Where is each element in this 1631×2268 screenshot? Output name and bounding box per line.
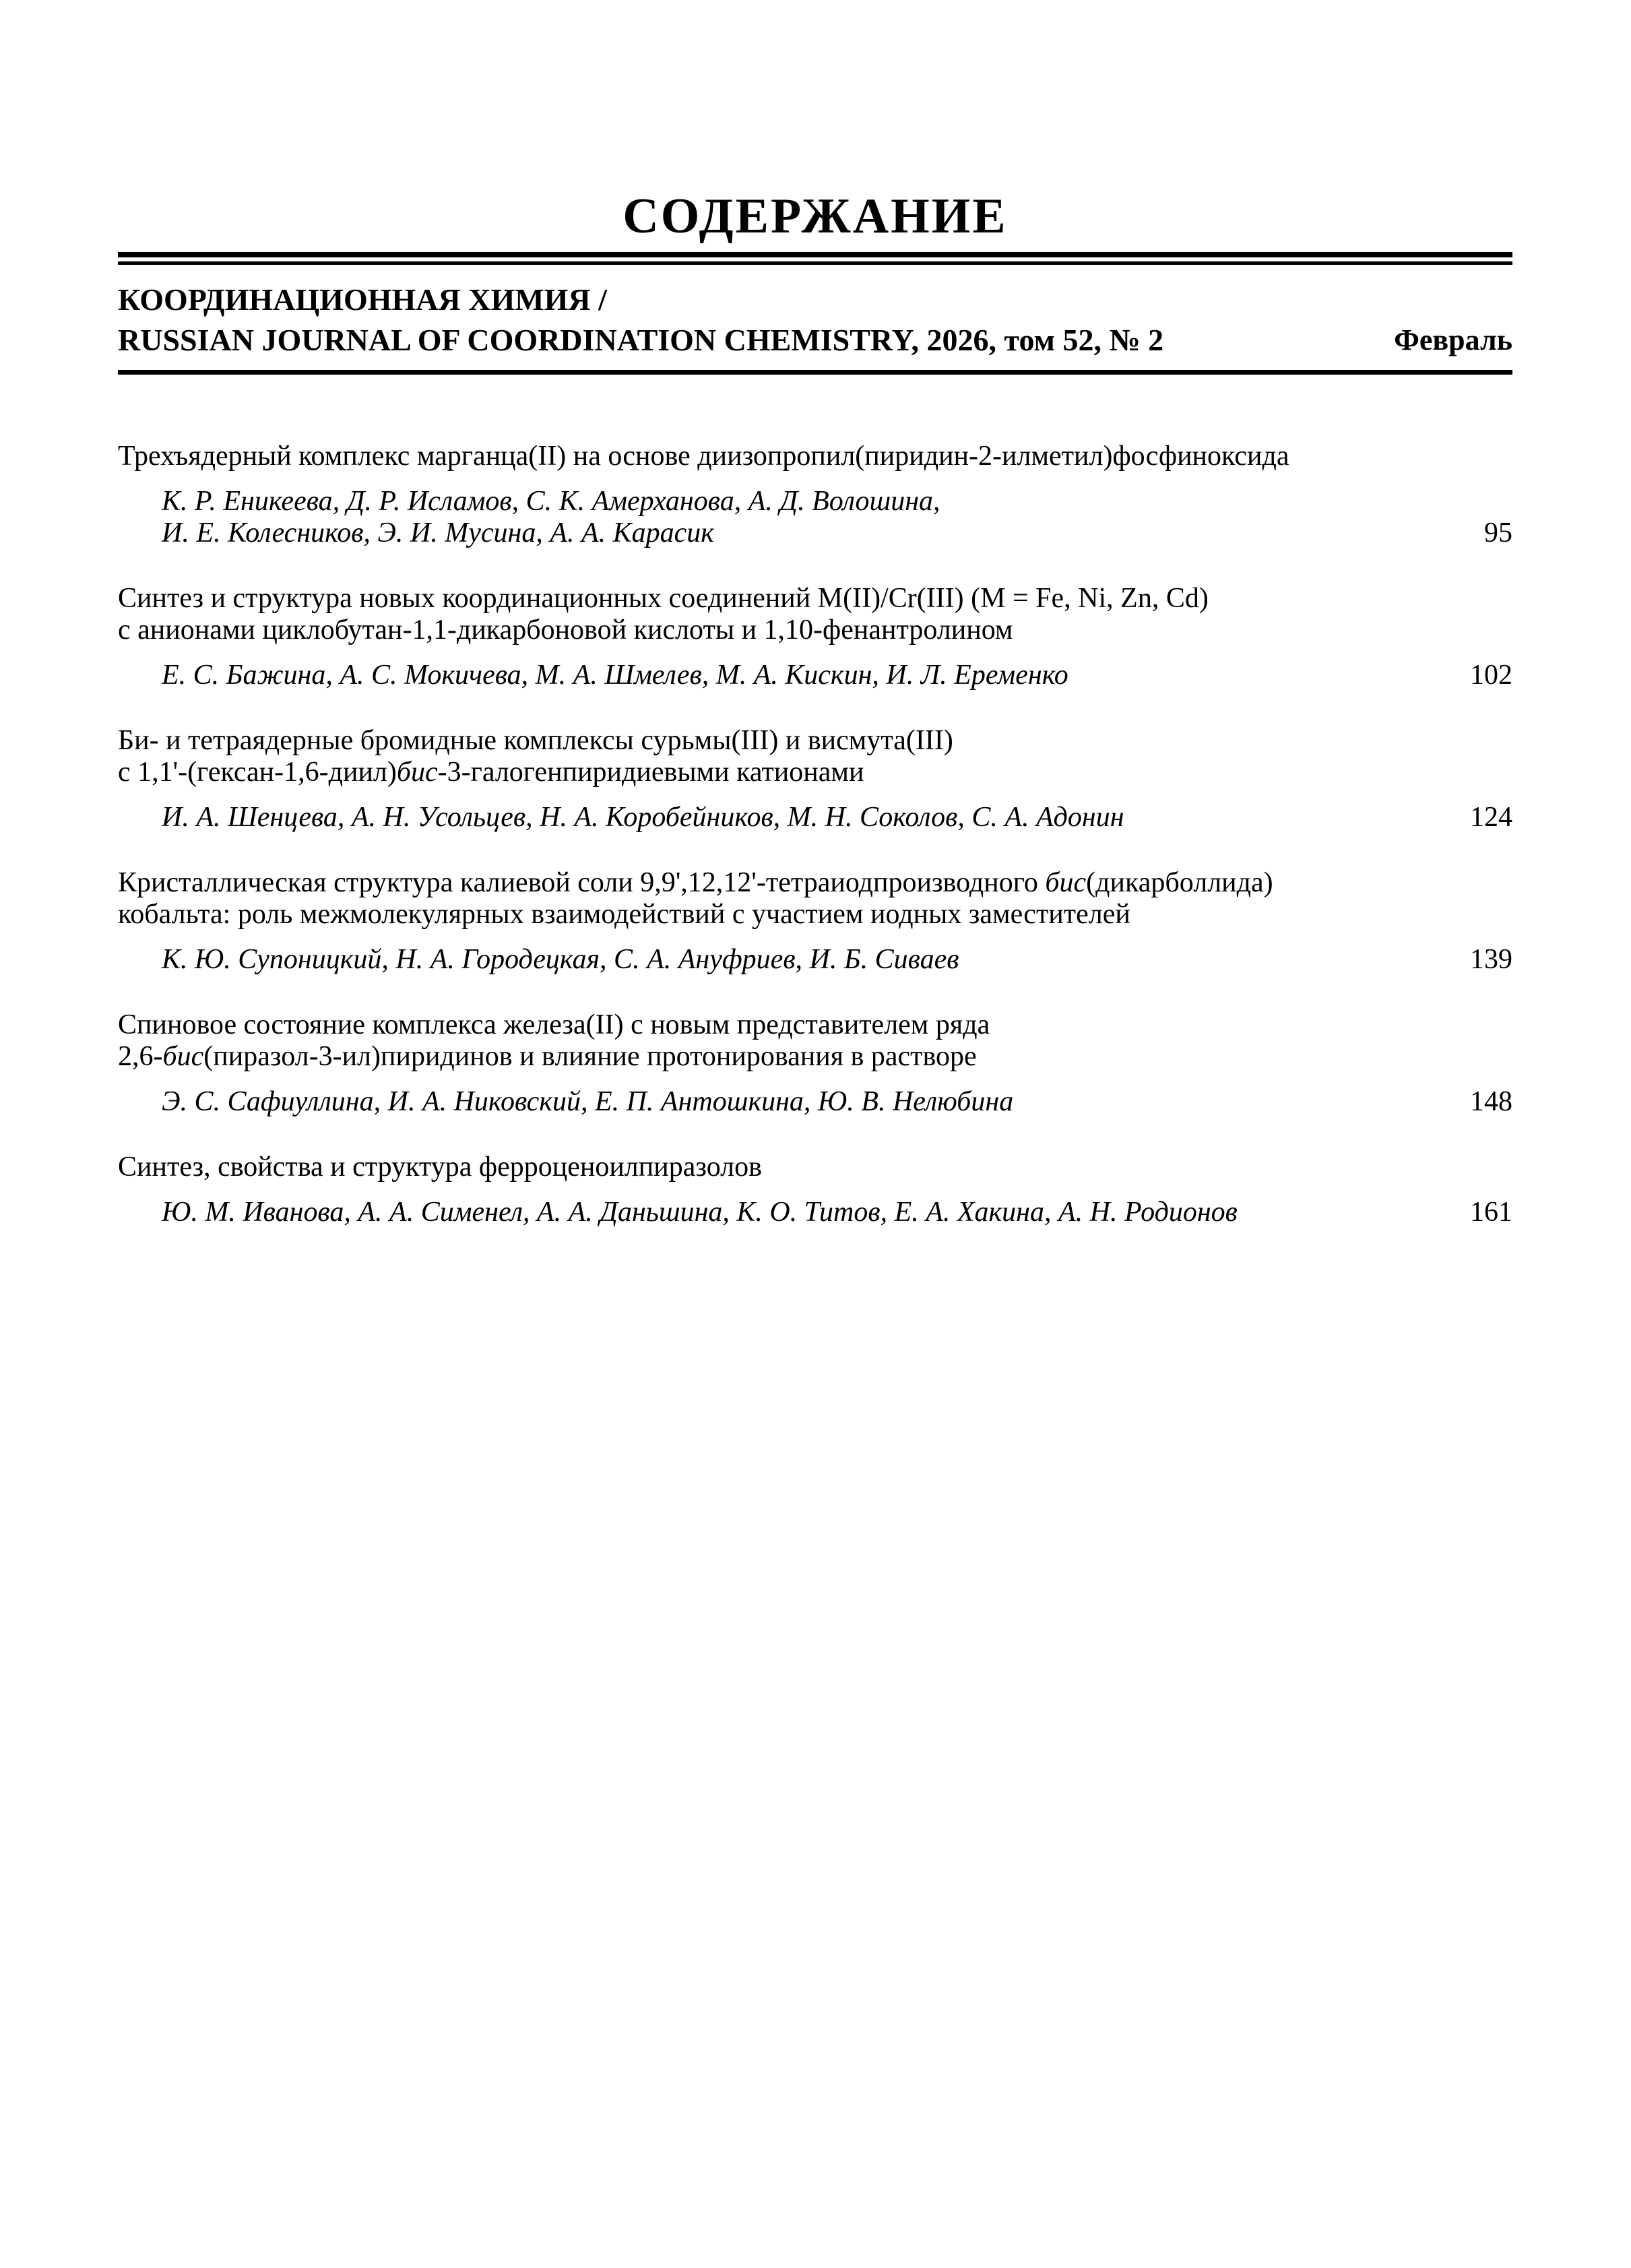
- entry-authors: [162, 944, 1443, 976]
- toc-entry: [118, 1152, 1512, 1228]
- entry-authors: [162, 486, 1457, 549]
- entry-main: [118, 867, 1443, 976]
- journal-title-ru: КООРДИНАЦИОННАЯ ХИМИЯ /: [118, 282, 607, 317]
- entry-title-line: 2,6-бис(пиразол-3-ил)пиридинов и влияние протонирования в растворе: [118, 1041, 977, 1072]
- entry-main: [118, 1009, 1443, 1118]
- entry-page-number: 102: [1470, 660, 1512, 691]
- entry-authors: [162, 1086, 1443, 1118]
- entry-authors: [162, 802, 1443, 833]
- entry-title-line: Синтез, свойства и структура ферроценоилпиразолов: [118, 1152, 762, 1183]
- toc-entry: [118, 1009, 1512, 1118]
- entry-main: [118, 1152, 1443, 1228]
- entry-authors-line: К. Р. Еникеева, Д. Р. Исламов, С. К. Амерханова, А. Д. Волошина,: [162, 486, 940, 517]
- entry-authors-line: Е. С. Бажина, А. С. Мокичева, М. А. Шмелев, М. А. Кискин, И. Л. Еременко: [162, 660, 1068, 691]
- double-rule: [118, 252, 1512, 265]
- entry-title-line: Трехъядерный комплекс марганца(II) на основе диизопропил(пиридин-2-илметил)фосфиноксида: [118, 441, 1289, 472]
- toc-entry: [118, 583, 1512, 691]
- entry-main: [118, 583, 1443, 691]
- entry-authors-line: И. А. Шенцева, А. Н. Усольцев, Н. А. Коробейников, М. Н. Соколов, С. А. Адонин: [162, 802, 1124, 833]
- toc-entries: [118, 441, 1512, 1228]
- toc-entry: [118, 441, 1512, 549]
- entry-authors-line: И. Е. Колесников, Э. И. Мусина, А. А. Карасик: [162, 517, 714, 548]
- entry-authors: [162, 1197, 1443, 1228]
- entry-title-line: Би- и тетраядерные бромидные комплексы сурьмы(III) и висмута(III): [118, 725, 953, 756]
- entry-title: [118, 725, 1443, 788]
- entry-title-line: кобальта: роль межмолекулярных взаимодействий с участием иодных заместителей: [118, 899, 1130, 930]
- entry-authors-line: Э. С. Сафиуллина, И. А. Никовский, Е. П. Антошкина, Ю. В. Нелюбина: [162, 1086, 1014, 1117]
- header-rule: [118, 370, 1512, 375]
- journal-title-en: RUSSIAN JOURNAL OF COORDINATION CHEMISTRY, 2026, том 52, № 2: [118, 323, 1164, 357]
- journal-titles: [118, 280, 1163, 360]
- entry-title-line: с 1,1'-(гексан-1,6-диил)бис-3-галогенпиридиевыми катионами: [118, 757, 864, 788]
- entry-main: [118, 725, 1443, 833]
- entry-authors: [162, 660, 1443, 691]
- entry-title-line: Кристаллическая структура калиевой соли 9,9',12,12'-тетраиодпроизводного бис(дикарболлида): [118, 867, 1273, 898]
- entry-title: [118, 1009, 1443, 1073]
- entry-title: [118, 583, 1443, 646]
- entry-title: [118, 867, 1443, 931]
- entry-main: [118, 441, 1457, 549]
- journal-header: [118, 280, 1512, 360]
- entry-page-number: 161: [1470, 1197, 1512, 1228]
- entry-page-number: 148: [1470, 1086, 1512, 1117]
- entry-title: [118, 441, 1457, 472]
- entry-title-line: Синтез и структура новых координационных соединений M(II)/Cr(III) (M = Fe, Ni, Zn, Cd): [118, 583, 1209, 614]
- entry-title-line: Спиновое состояние комплекса железа(II) с новым представителем ряда: [118, 1009, 990, 1040]
- toc-entry: [118, 867, 1512, 976]
- toc-entry: [118, 725, 1512, 833]
- entry-page-number: 95: [1484, 517, 1512, 548]
- entry-title-line: с анионами циклобутан-1,1-дикарбоновой кислоты и 1,10-фенантролином: [118, 615, 1013, 645]
- page-title: СОДЕРЖАНИЕ: [622, 189, 1008, 244]
- entry-authors-line: К. Ю. Супоницкий, Н. А. Городецкая, С. А. Ануфриев, И. Б. Сиваев: [162, 944, 959, 975]
- entry-authors-line: Ю. М. Иванова, А. А. Сименел, А. А. Даньшина, К. О. Титов, Е. А. Хакина, А. Н. Родионов: [162, 1197, 1238, 1228]
- entry-title: [118, 1152, 1443, 1183]
- entry-page-number: 139: [1470, 944, 1512, 975]
- issue-month: Февраль: [1394, 323, 1512, 356]
- entry-page-number: 124: [1470, 802, 1512, 833]
